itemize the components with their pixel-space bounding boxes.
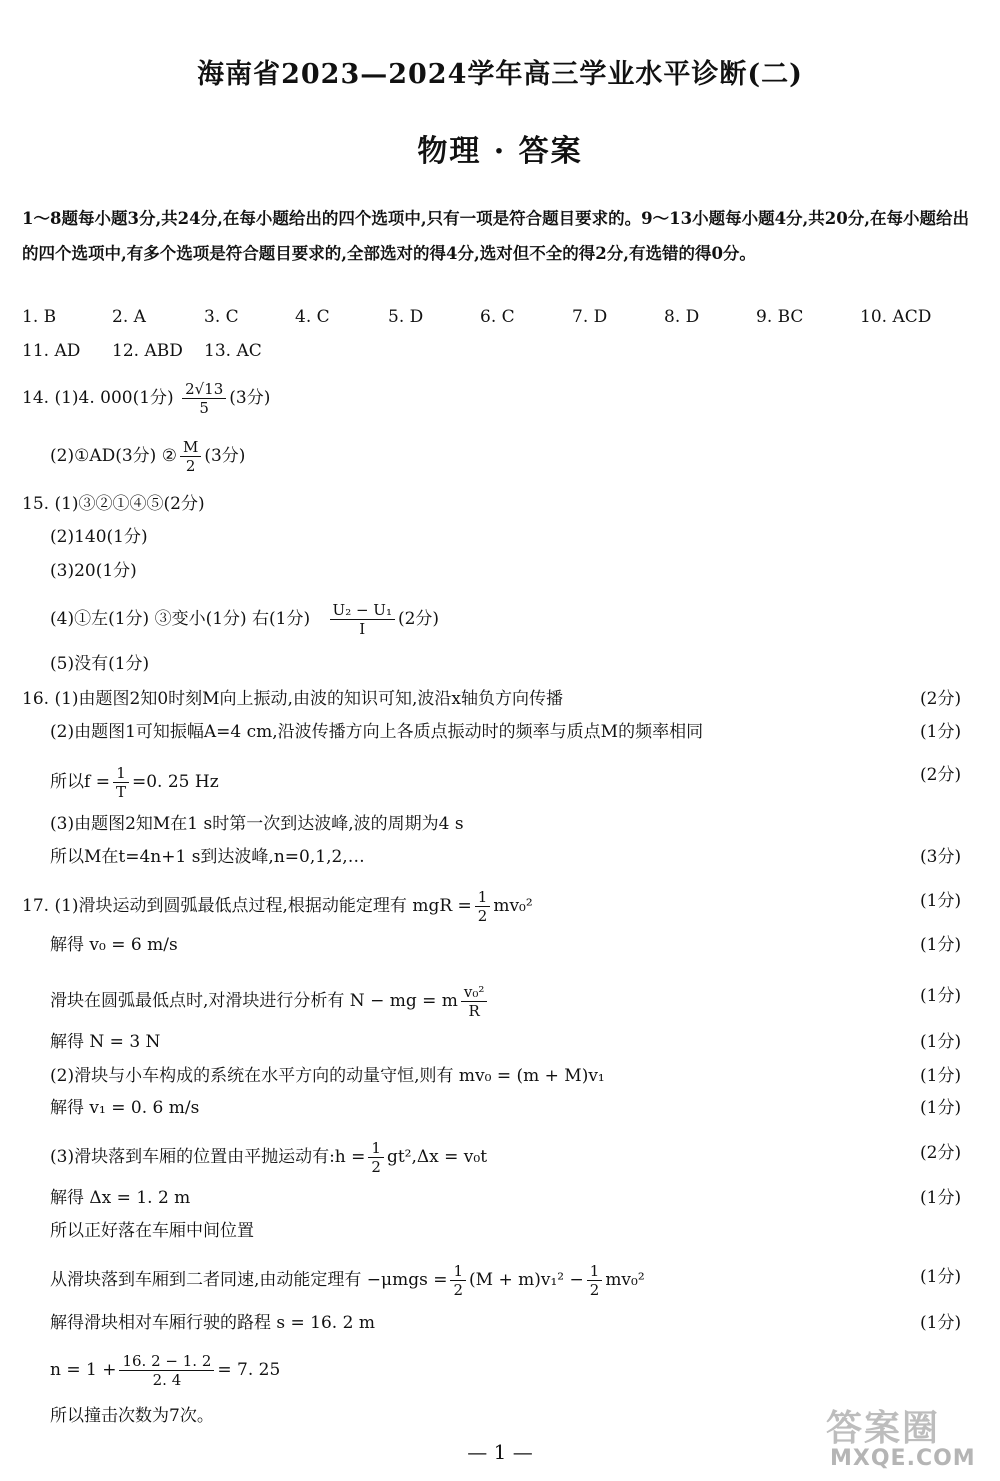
- q16-line-2: (2)由题图1可知振幅A=4 cm,沿波传播方向上各质点振动时的频率与质点M的频率相同: [50, 722, 704, 742]
- q17-line-8: 解得 Δx = 1. 2 m: [50, 1188, 191, 1208]
- q17-points-4: (1分): [920, 1032, 962, 1052]
- denominator: 2: [180, 456, 201, 475]
- q17-line-6: 解得 v₁ = 0. 6 m/s: [50, 1098, 200, 1118]
- q17-part-12: n = 1 +: [50, 1360, 117, 1380]
- fraction: [182, 380, 226, 417]
- answer-7: 7. D: [572, 307, 608, 327]
- q17-points-6: (1分): [920, 1098, 962, 1118]
- page-title: 海南省2023—2024学年高三学业水平诊断(二): [197, 59, 803, 90]
- q17-points-2: (1分): [920, 935, 962, 955]
- numerator: 1: [371, 1139, 381, 1157]
- denominator: 2. 4: [119, 1370, 214, 1389]
- numerator: 16. 2 − 1. 2: [122, 1352, 212, 1370]
- numerator: 1: [477, 888, 488, 906]
- q17-line-7: [50, 1139, 487, 1176]
- q17-line-2: 解得 v₀ = 6 m/s: [50, 935, 178, 955]
- answer-4: 4. C: [295, 307, 330, 327]
- instructions-paragraph: 1～8题每小题3分,共24分,在每小题给出的四个选项中,只有一项是符合题目要求的。9～13小题每小题4分,共20分,在每小题给出的四个选项中,有多个选项是符合题目要求的,全部选对的得4分,选对但不全的得2分,有选错的得0分。: [22, 209, 970, 263]
- denominator: I: [330, 619, 395, 638]
- denominator: 2: [368, 1157, 384, 1176]
- q14-part-1: 14. (1)4. 000(1分): [22, 388, 174, 408]
- q14-points: (3分): [229, 388, 271, 408]
- q16-part-3: 所以f =: [50, 772, 110, 792]
- denominator: R: [461, 1001, 488, 1020]
- fraction: [330, 601, 395, 638]
- q17-part-1: 17. (1)滑块运动到圆弧最低点过程,根据动能定理有 mgR =: [22, 896, 472, 916]
- q17-line-5: (2)滑块与小车构成的系统在水平方向的动量守恒,则有 mv₀ = (m + M)v₁: [50, 1066, 605, 1086]
- fraction: [587, 1262, 603, 1299]
- q17-line-4: 解得 N = 3 N: [50, 1032, 161, 1052]
- denominator: T: [113, 782, 129, 801]
- q17-line-9: 所以正好落在车厢中间位置: [50, 1221, 254, 1241]
- q17-points-10: (1分): [920, 1267, 962, 1287]
- q17-part-10b: (M + m)v₁² −: [469, 1270, 584, 1290]
- page-subtitle: 物理 · 答案: [417, 134, 583, 169]
- q15-line-2: (2)140(1分): [50, 527, 148, 547]
- fraction: [113, 764, 129, 801]
- denominator: 5: [182, 398, 226, 417]
- numerator: U₂ − U₁: [332, 601, 392, 619]
- answer-6: 6. C: [480, 307, 515, 327]
- q16-points-1: (2分): [920, 689, 962, 709]
- q14-points-2: (3分): [204, 446, 246, 466]
- answer-2: 2. A: [112, 307, 146, 327]
- answer-3: 3. C: [204, 307, 239, 327]
- q14-line-2: [50, 438, 245, 475]
- q15-line-1: 15. (1)③②①④⑤(2分): [22, 494, 205, 514]
- q16-part-3b: =0. 25 Hz: [131, 772, 219, 792]
- watermark-logo: 答案圈: [826, 1408, 941, 1449]
- q16-points-5: (3分): [920, 847, 962, 867]
- denominator: 2: [475, 906, 491, 925]
- q17-line-10: [50, 1262, 645, 1299]
- answer-10: 10. ACD: [860, 307, 932, 327]
- answer-12: 12. ABD: [112, 341, 183, 361]
- fraction: [368, 1139, 384, 1176]
- q17-part-7: (3)滑块落到车厢的位置由平抛运动有:h =: [50, 1147, 366, 1167]
- q15-line-3: (3)20(1分): [50, 561, 137, 581]
- q17-part-1b: mv₀²: [493, 896, 533, 916]
- q17-line-12: [50, 1352, 280, 1389]
- q16-line-3: [50, 764, 219, 801]
- q17-points-3: (1分): [920, 986, 962, 1006]
- q17-part-10: 从滑块落到车厢到二者同速,由动能定理有 −μmgs =: [50, 1270, 448, 1290]
- answer-11: 11. AD: [22, 341, 81, 361]
- denominator: 2: [587, 1280, 603, 1299]
- page-number: — 1 —: [467, 1440, 533, 1464]
- numerator: 2√13: [185, 380, 224, 398]
- q15-part-4: (4)①左(1分) ③变小(1分) 右(1分): [50, 609, 311, 629]
- answer-1: 1. B: [22, 307, 57, 327]
- q16-points-2: (1分): [920, 722, 962, 742]
- numerator: v₀²: [463, 983, 485, 1001]
- q17-part-3: 滑块在圆弧最低点时,对滑块进行分析有 N − mg = m: [50, 991, 458, 1011]
- q17-line-13: 所以撞击次数为7次。: [50, 1406, 214, 1426]
- q17-points-1: (1分): [920, 891, 962, 911]
- q16-line-1: 16. (1)由题图2知0时刻M向上振动,由波的知识可知,波沿x轴负方向传播: [22, 689, 563, 709]
- q17-part-7b: gt²,Δx = v₀t: [386, 1147, 488, 1167]
- fraction: [475, 888, 491, 925]
- q17-points-11: (1分): [920, 1313, 962, 1333]
- answer-13: 13. AC: [204, 341, 262, 361]
- q16-points-3: (2分): [920, 765, 962, 785]
- q14-line-1: [22, 380, 270, 417]
- q17-points-5: (1分): [920, 1066, 962, 1086]
- q17-part-10c: mv₀²: [605, 1270, 645, 1290]
- answer-8: 8. D: [664, 307, 700, 327]
- fraction: [461, 983, 488, 1020]
- q17-part-12b: = 7. 25: [217, 1360, 281, 1380]
- answer-5: 5. D: [388, 307, 424, 327]
- answer-9: 9. BC: [756, 307, 804, 327]
- q16-line-4: (3)由题图2知M在1 s时第一次到达波峰,波的周期为4 s: [50, 814, 464, 834]
- watermark-url: MXQE.COM: [830, 1446, 976, 1471]
- q15-points-4: (2分): [397, 609, 440, 629]
- fraction: [180, 438, 201, 475]
- q17-points-7: (2分): [920, 1143, 962, 1163]
- numerator: 1: [116, 764, 126, 782]
- fraction: [119, 1352, 214, 1389]
- q17-line-3: [50, 983, 490, 1020]
- q15-line-4: [50, 601, 439, 638]
- denominator: 2: [450, 1280, 466, 1299]
- q17-points-8: (1分): [920, 1188, 962, 1208]
- q17-line-11: 解得滑块相对车厢行驶的路程 s = 16. 2 m: [50, 1313, 375, 1333]
- numerator: 1: [453, 1262, 464, 1280]
- fraction: [450, 1262, 466, 1299]
- q17-line-1: [22, 888, 533, 925]
- numerator: M: [182, 438, 199, 456]
- q16-line-5: 所以M在t=4n+1 s到达波峰,n=0,1,2,…: [50, 847, 365, 867]
- q15-line-5: (5)没有(1分): [50, 654, 150, 674]
- numerator: 1: [589, 1262, 600, 1280]
- q14-part-2: (2)①AD(3分) ②: [50, 446, 177, 466]
- watermark: [820, 1400, 990, 1476]
